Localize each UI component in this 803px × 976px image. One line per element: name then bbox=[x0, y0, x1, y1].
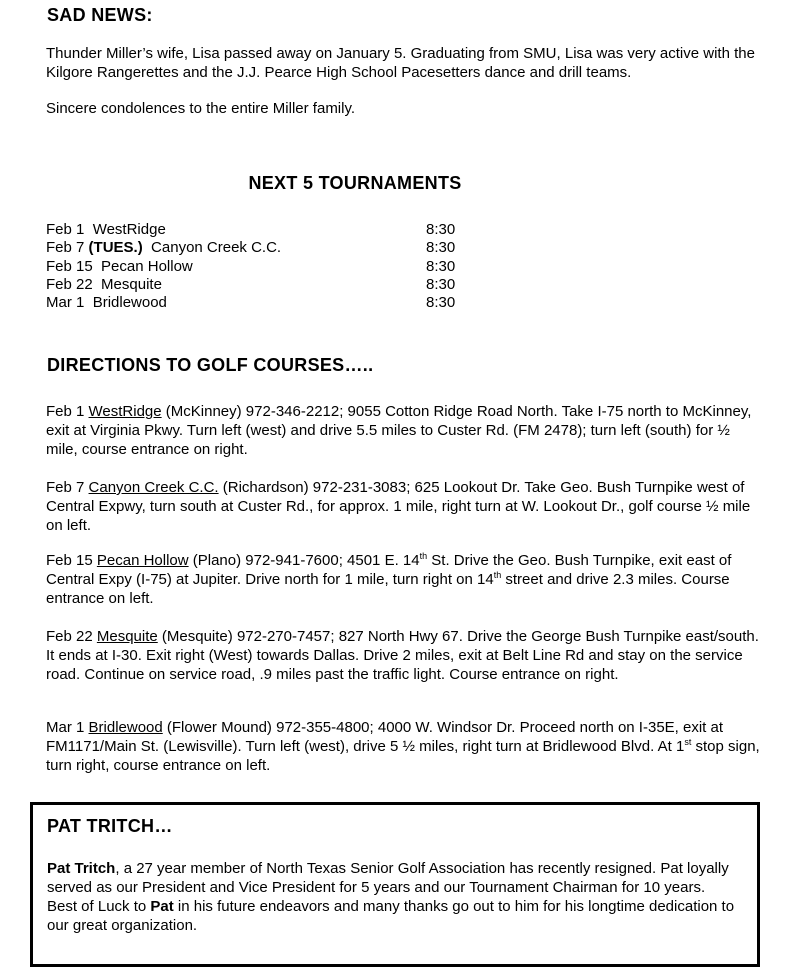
direction-text: (Plano) 972-941-7600; 4501 E. 14 bbox=[188, 552, 420, 569]
course-name: Pecan Hollow bbox=[96, 552, 189, 569]
ordinal-suffix: th bbox=[419, 551, 428, 561]
tournament-note: (TUES.) bbox=[88, 239, 143, 256]
pat-text-2b: in his future endeavors and many thanks go out to him for his longtime dedication to our great organization. bbox=[47, 898, 735, 934]
direction-text: (McKinney) 972-346-2212; 9055 Cotton Ridge Road North. Take I-75 north to McKinney, exit at Virginia Pkwy. Turn left (west) and drive 5.5 miles to Custer Rd. (FM 2478); turn left (south) for ½ mile, course entrance on right. bbox=[46, 403, 752, 458]
tournament-time: 8:30 bbox=[426, 294, 456, 311]
sad-news-heading: SAD NEWS: bbox=[47, 5, 153, 25]
pat-tritch-box bbox=[30, 802, 760, 967]
pat-text-1: , a 27 year member of North Texas Senior Golf Association has recently resigned. Pat loyally served as our President and Vice President for 5 years and our Tournament Chairman for 10 years. bbox=[47, 860, 729, 896]
direction-text: (Flower Mound) 972-355-4800; 4000 W. Windsor Dr. Proceed north on I-35E, exit at FM1171/Main St. (Lewisville). Turn left (west), drive 5 ½ miles, right turn at Bridlewood Blvd. At 1 bbox=[46, 719, 724, 755]
direction-text: St. Drive the Geo. Bush Turnpike, exit east of Central Expy (I-75) at Jupiter. Drive north for 1 mile, turn right on 14 bbox=[46, 552, 732, 588]
direction-date: Feb 1 bbox=[46, 403, 85, 420]
tournament-course: Canyon Creek C.C. bbox=[151, 239, 282, 256]
tournament-date: Feb 1 bbox=[46, 221, 85, 238]
tournament-date: Feb 7 bbox=[46, 239, 85, 256]
direction-text: street and drive 2.3 miles. Course entrance on left. bbox=[46, 571, 730, 607]
sad-news-paragraph: Thunder Miller’s wife, Lisa passed away on January 5. Graduating from SMU, Lisa was very active with the Kilgore Rangerettes and the J.J. Pearce High School Pacesetters dance and drill teams. bbox=[46, 45, 755, 81]
tournament-time: 8:30 bbox=[426, 276, 456, 293]
condolences-paragraph: Sincere condolences to the entire Miller family. bbox=[46, 100, 356, 117]
pat-text-2a: Best of Luck to bbox=[47, 898, 151, 915]
direction-canyon-creek bbox=[46, 478, 761, 535]
course-name: Bridlewood bbox=[88, 719, 163, 736]
direction-date: Mar 1 bbox=[46, 719, 85, 736]
direction-bridlewood bbox=[46, 718, 761, 775]
course-name: WestRidge bbox=[88, 403, 162, 420]
pat-tritch-text bbox=[47, 859, 759, 935]
tournament-time: 8:30 bbox=[426, 239, 456, 256]
tournament-time: 8:30 bbox=[426, 258, 456, 275]
direction-westridge bbox=[46, 402, 761, 459]
tournament-row bbox=[46, 258, 466, 276]
ordinal-suffix: st bbox=[684, 737, 692, 747]
direction-text: (Richardson) 972-231-3083; 625 Lookout Dr. Take Geo. Bush Turnpike west of Central Expwy, turn south at Custer Rd., for approx. 1 mile, right turn at W. Lookout Dr., golf course ½ mile on left. bbox=[46, 479, 751, 534]
tournament-date: Feb 22 bbox=[46, 276, 93, 293]
ordinal-suffix: th bbox=[493, 570, 502, 580]
tournament-row bbox=[46, 294, 466, 312]
course-name: Mesquite bbox=[96, 628, 158, 645]
tournament-row bbox=[46, 221, 466, 239]
pat-name-short: Pat bbox=[150, 898, 174, 915]
direction-text: stop sign, turn right, course entrance on left. bbox=[46, 738, 760, 774]
tournament-course: Mesquite bbox=[101, 276, 162, 293]
direction-pecan-hollow bbox=[46, 551, 761, 608]
tournament-date: Feb 15 bbox=[46, 258, 93, 275]
tournaments-heading: NEXT 5 TOURNAMENTS bbox=[248, 173, 462, 193]
course-name: Canyon Creek C.C. bbox=[88, 479, 219, 496]
tournament-date: Mar 1 bbox=[46, 294, 85, 311]
tournament-time: 8:30 bbox=[426, 221, 456, 238]
direction-mesquite bbox=[46, 627, 761, 684]
direction-text: (Mesquite) 972-270-7457; 827 North Hwy 67. Drive the George Bush Turnpike east/south. It ends at I-30. Exit right (West) towards Dallas. Drive 2 miles, exit at Belt Line Rd and stay on the service road. Continue on service road, .9 miles past the traffic light. Course entrance on right. bbox=[46, 628, 759, 683]
tournament-row bbox=[46, 239, 466, 257]
tournament-course: WestRidge bbox=[92, 221, 166, 238]
pat-tritch-heading: PAT TRITCH… bbox=[47, 816, 173, 836]
direction-date: Feb 7 bbox=[46, 479, 85, 496]
directions-heading: DIRECTIONS TO GOLF COURSES….. bbox=[47, 355, 374, 375]
tournament-course: Pecan Hollow bbox=[101, 258, 193, 275]
direction-date: Feb 22 bbox=[46, 628, 93, 645]
pat-name: Pat Tritch bbox=[47, 860, 116, 877]
direction-date: Feb 15 bbox=[46, 552, 93, 569]
tournament-row bbox=[46, 276, 466, 294]
tournament-course: Bridlewood bbox=[92, 294, 167, 311]
